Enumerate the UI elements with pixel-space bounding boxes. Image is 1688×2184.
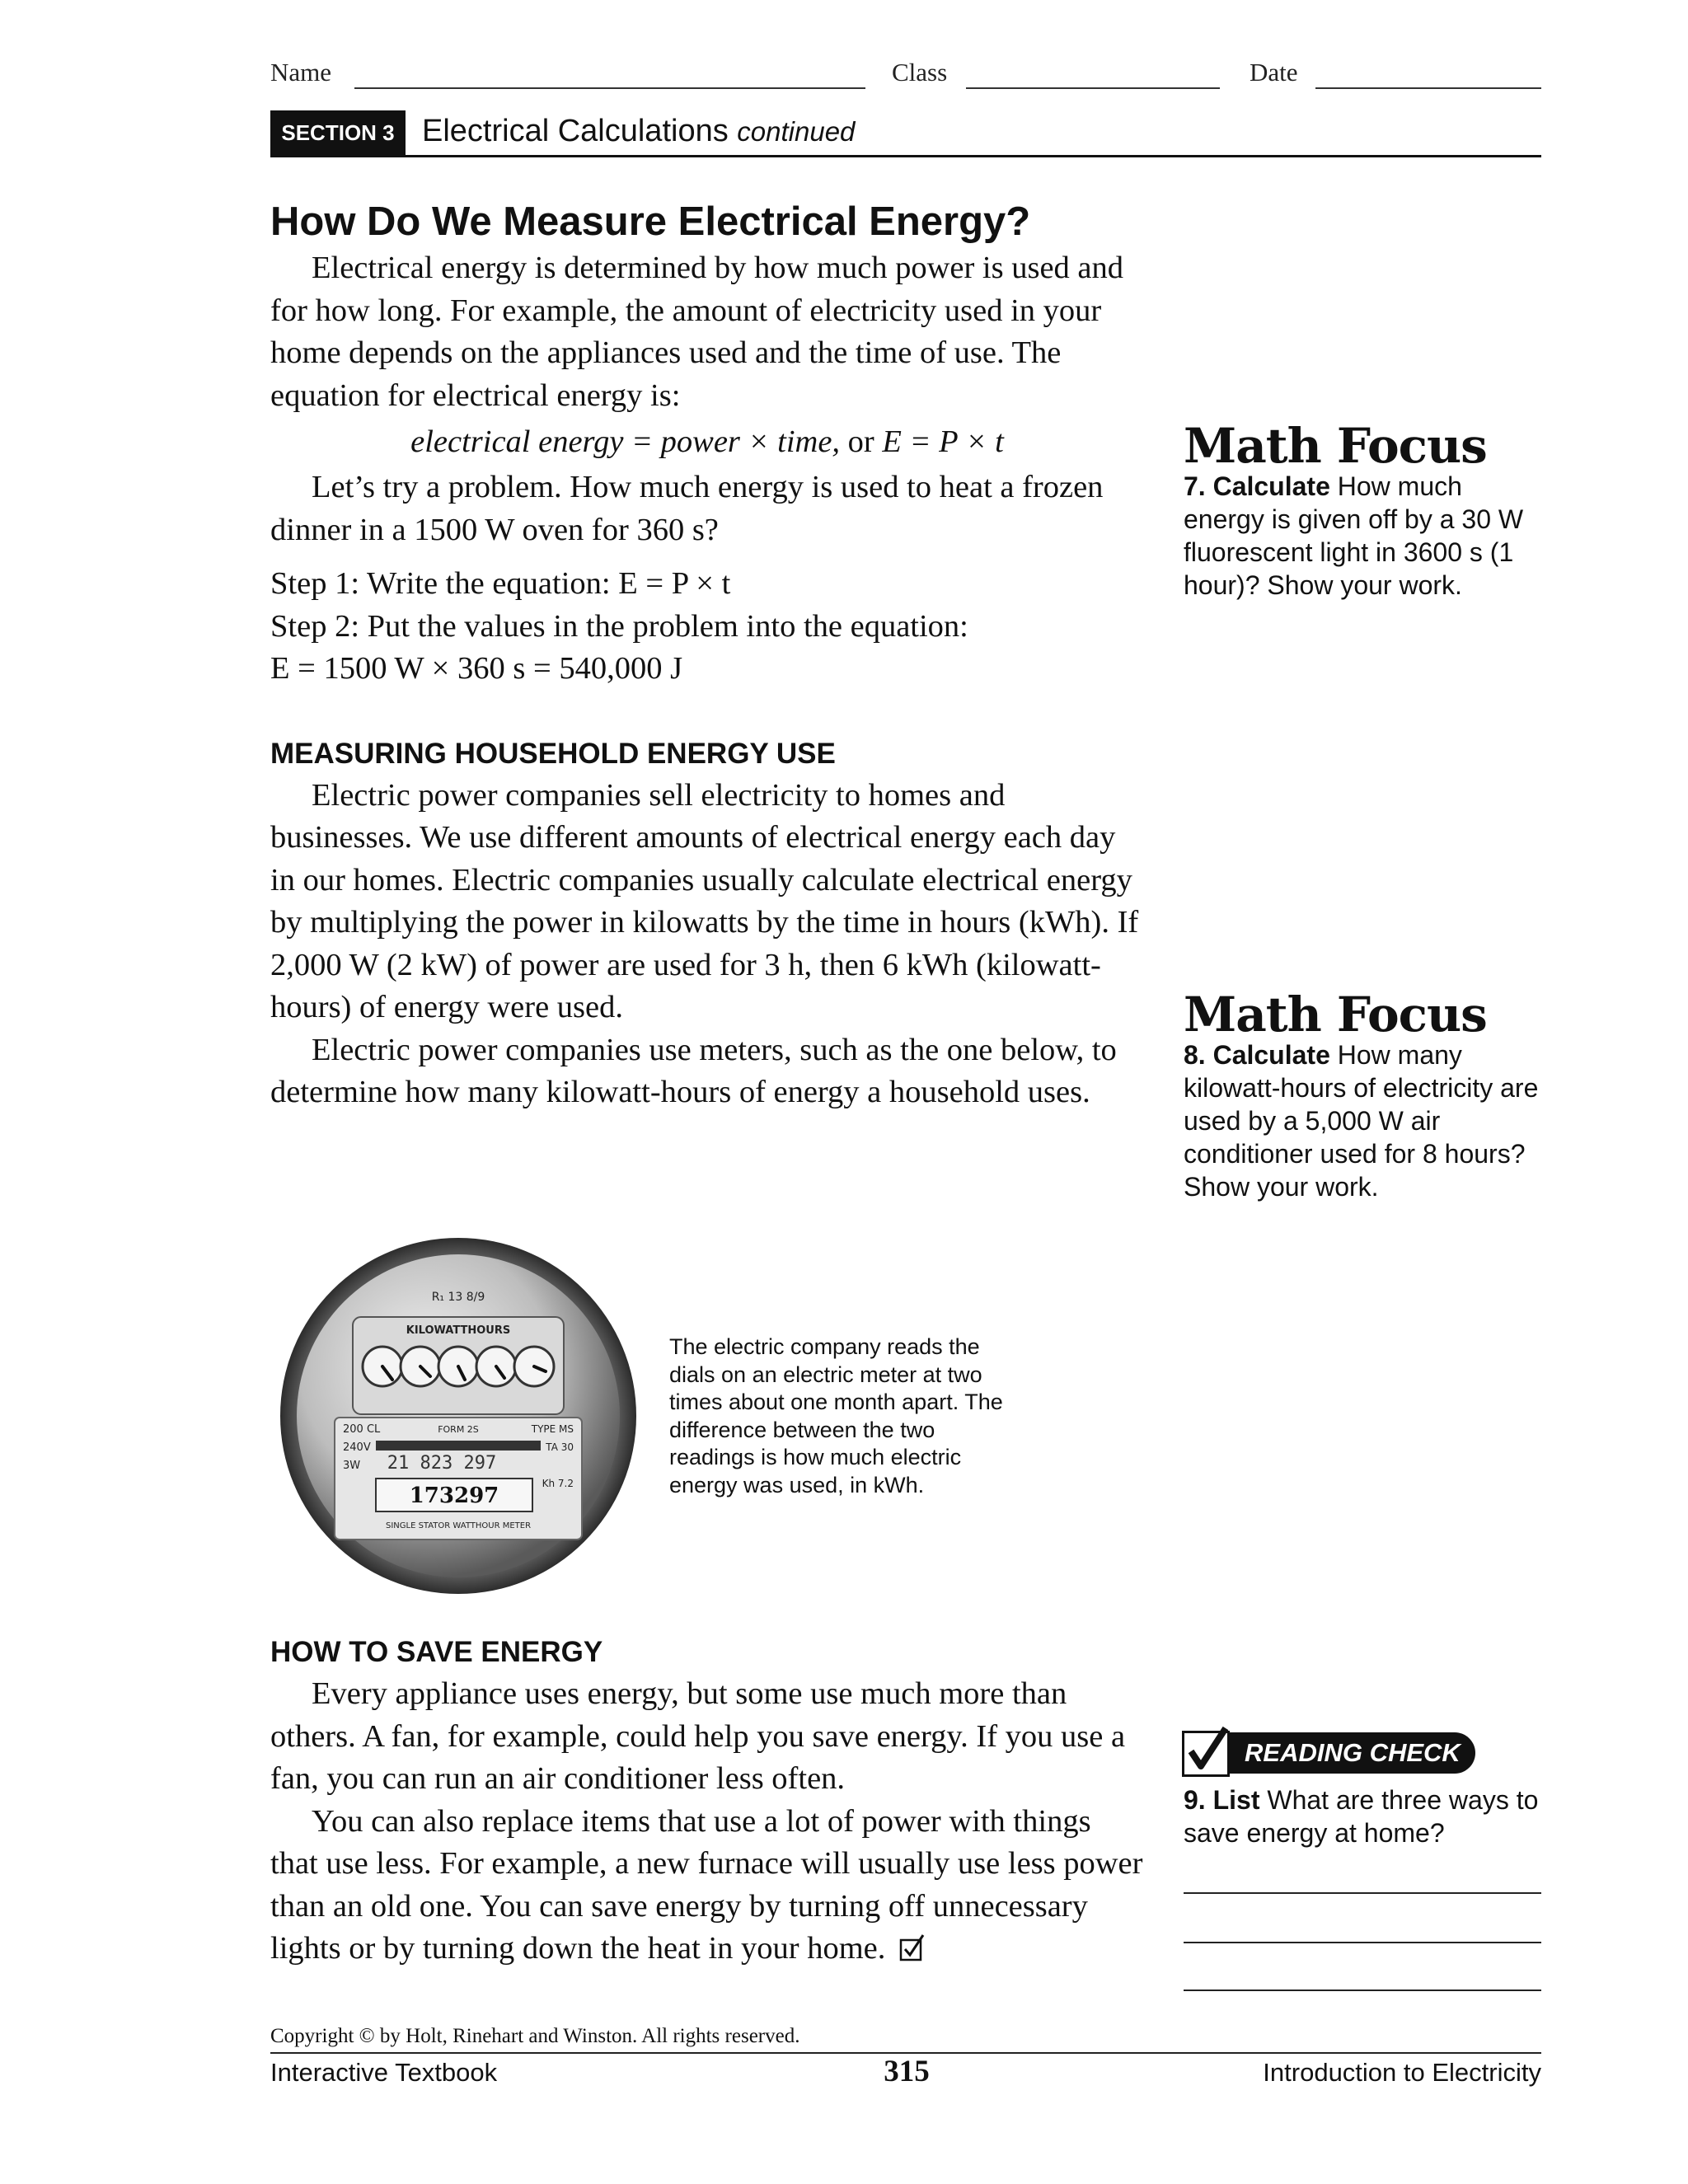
meter-number: 173297 — [409, 1483, 499, 1508]
class-label: Class — [892, 58, 948, 87]
figure-caption: The electric company reads the dials on an electric meter at two times about one month apart. The difference between the two readings is how much electric energy was used, in kWh. — [669, 1334, 1003, 1497]
date-field-line[interactable] — [1315, 87, 1541, 89]
q9-verb: List — [1212, 1785, 1260, 1815]
section-tag: SECTION 3 — [270, 110, 406, 155]
meter-rating-1: 200 CL — [343, 1423, 381, 1436]
q7-number: 7. — [1184, 471, 1206, 501]
meter-type-label: TYPE MS — [531, 1423, 574, 1435]
step-1: Step 1: Write the equation: E = P × t — [270, 566, 731, 601]
household-paragraph-1: Electric power companies sell electricity to homes and businesses. We use different amounts of electrical energy each day in our homes. Electric companies usually calculate electrical energy by multiplying the power in kilowatts by the time in hours (kWh). If 2,000 W (2 kW) of power are used for 3 h, then 6 kWh (kilowatt-hours) of energy were used. — [270, 777, 1139, 1024]
meter-rating-3: 3W — [343, 1460, 361, 1472]
subhead-save: HOW TO SAVE ENERGY — [270, 1636, 603, 1668]
equation-symbols: E = P × t — [882, 424, 1004, 459]
q7-text: How much energy is given off by a 30 W fluorescent light in 3600 s (1 hour)? Show your work. — [1184, 471, 1524, 600]
household-paragraph-2: Electric power companies use meters, such as the one below, to determine how many kilowatt-hours of energy a household uses. — [270, 1032, 1117, 1109]
intro-paragraph: Electrical energy is determined by how much power is used and for how long. For example, the amount of electricity used in your home depends on the appliances used and the time of use. The equation for electrical energy is: — [270, 251, 1124, 413]
reading-check-badge — [1182, 1724, 1479, 1775]
reading-check-question-9 — [1184, 1783, 1546, 1849]
reading-check-box — [1182, 1731, 1230, 1777]
equation-words: electrical energy = power × time, — [410, 424, 841, 459]
meter-kh-label: Kh 7.2 — [542, 1478, 574, 1489]
meter-serial: 21 823 297 — [387, 1453, 497, 1474]
name-label: Name — [270, 58, 332, 87]
save-paragraph-1: Every appliance uses energy, but some use much more than others. A fan, for example, could help you save energy. If you use a fan, you can run an air conditioner less often. — [270, 1676, 1126, 1796]
page-number: 315 — [884, 2055, 930, 2088]
problem-paragraph: Let’s try a problem. How much energy is used to heat a frozen dinner in a 1500 W oven for 360 s? — [270, 470, 1104, 547]
q7-verb: Calculate — [1212, 471, 1330, 501]
reading-check-label: READING CHECK — [1228, 1732, 1475, 1774]
meter-bottom-text: SINGLE STATOR WATTHOUR METER — [385, 1521, 532, 1530]
q8-text: How many kilowatt-hours of electricity are used by a 5,000 W air conditioner used for 8 hours? Show your work. — [1184, 1040, 1539, 1202]
equation-or: or — [847, 424, 874, 459]
section-title-text: Electrical Calculations — [422, 114, 729, 148]
date-label: Date — [1250, 58, 1298, 87]
copyright: Copyright © by Holt, Rinehart and Winston. All rights reserved. — [270, 2025, 800, 2047]
math-focus-question-8 — [1184, 1038, 1546, 1203]
step-2: Step 2: Put the values in the problem into the equation: — [270, 608, 968, 644]
main-column — [270, 196, 1144, 1114]
save-paragraph-2 — [270, 1801, 1144, 1971]
footer-chapter-title: Introduction to Electricity — [1263, 2058, 1541, 2087]
section-header — [270, 107, 1541, 157]
q8-verb: Calculate — [1212, 1040, 1330, 1070]
meter-figure — [270, 1235, 1144, 1597]
meter-rating-2: 240V — [343, 1441, 371, 1454]
meter-top-mark: R₁ 13 8/9 — [431, 1291, 485, 1304]
subhead-household: MEASURING HOUSEHOLD ENERGY USE — [270, 737, 836, 770]
answer-line-2[interactable] — [1184, 1942, 1541, 1943]
meter-ta-label: TA 30 — [546, 1441, 574, 1453]
math-focus-question-7 — [1184, 470, 1546, 602]
q8-number: 8. — [1184, 1040, 1206, 1070]
name-field-line[interactable] — [354, 87, 865, 89]
step-2-result: E = 1500 W × 360 s = 540,000 J — [270, 651, 683, 686]
answer-line-1[interactable] — [1184, 1892, 1541, 1894]
section-continued: continued — [737, 116, 856, 147]
energy-equation — [270, 417, 1144, 466]
q9-text: What are three ways to save energy at home? — [1184, 1785, 1539, 1848]
answer-line-3[interactable] — [1184, 1990, 1541, 1991]
math-focus-title-2: Math Focus — [1184, 987, 1487, 1043]
class-field-line[interactable] — [966, 87, 1220, 89]
checkmark-icon — [1183, 1725, 1232, 1774]
meter-form-label: FORM 2S — [438, 1424, 479, 1435]
meter-dial-label: KILOWATTHOURS — [406, 1324, 511, 1337]
page-heading: How Do We Measure Electrical Energy? — [270, 199, 1031, 244]
main-column-lower — [270, 1632, 1144, 1971]
q9-number: 9. — [1184, 1785, 1206, 1815]
electric-meter-image — [277, 1235, 640, 1597]
footer-book-title: Interactive Textbook — [270, 2058, 498, 2087]
reading-check-mark-icon — [898, 1933, 926, 1961]
save-paragraph-2-text: You can also replace items that use a lot of power with things that use less. For example, a new furnace will usually use less power than an old one. You can save energy by turning off unnecessary lights or by turning down the heat in your home. — [270, 1803, 1143, 1966]
section-title — [422, 109, 855, 154]
math-focus-title-1: Math Focus — [1184, 418, 1487, 474]
